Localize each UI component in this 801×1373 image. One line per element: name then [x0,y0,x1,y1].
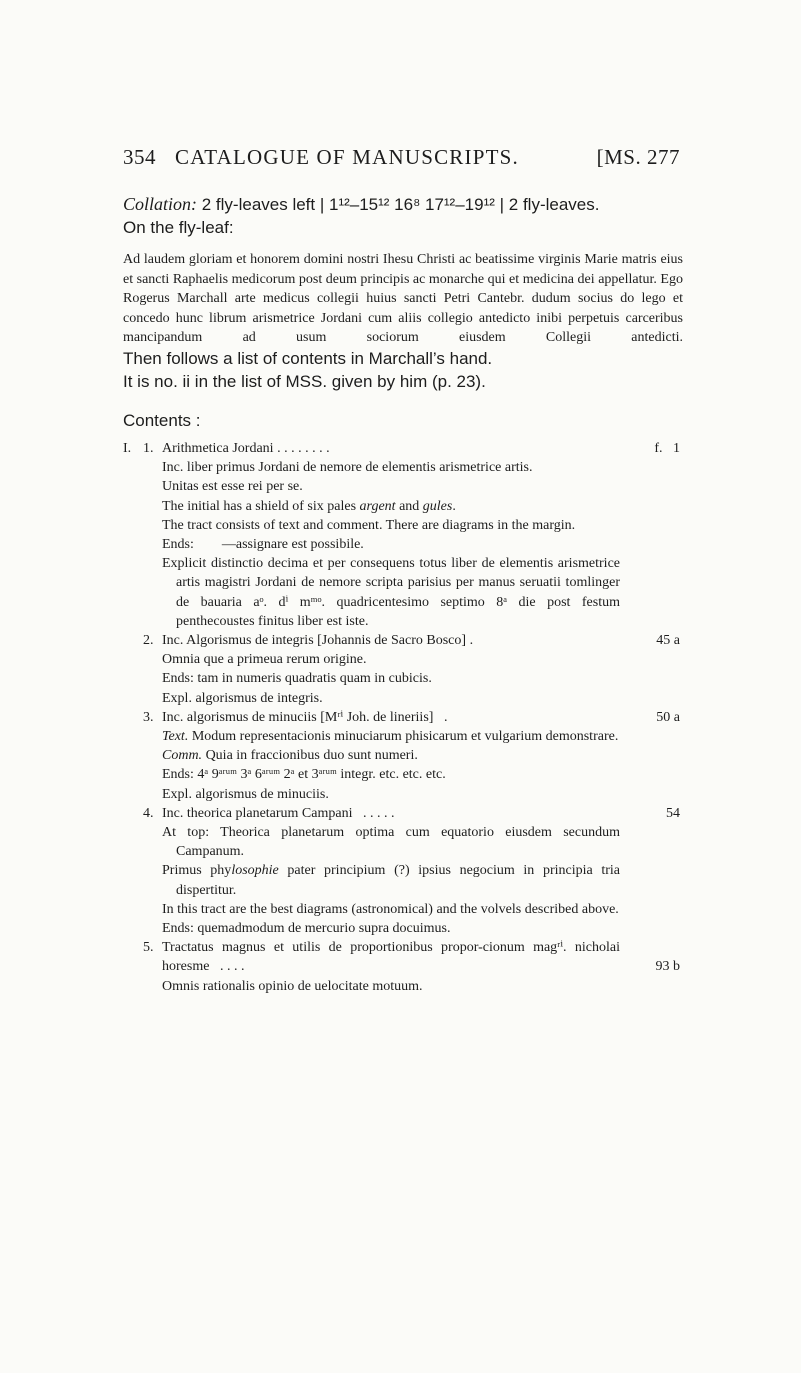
item-line: The initial has a shield of six pales argent and gules. [162,498,456,514]
contents-list [123,439,680,996]
item-number: 1. [143,441,154,456]
then-follows-note [123,347,683,393]
item-number: 3. [143,709,154,725]
item-line: Ends: —assignare est possibile. [162,537,364,553]
contents-item-3 [123,708,680,804]
dot-leader: . [466,633,474,649]
item-line: Expl. algorismus de integris. [162,690,323,706]
running-header [123,145,680,173]
item-line: Ends: 4ᵃ 9ᵃʳᵘᵐ 3ᵃ 6ᵃʳᵘᵐ 2ᵃ et 3ᵃʳᵘᵐ integr. etc. etc. etc. [162,767,446,783]
dot-leader: . . . . [209,959,245,975]
folio-reference: 54 [666,805,680,821]
contents-roman-numeral: I. [123,441,132,456]
flyleaf-inscription: Ad laudem gloriam et honorem domini nostri Ihesu Christi ac beatissime virginis Marie matris eius et sancti Raphaelis medicorum post deum principis ac monarche qui et medicina dei appellatur. Ego Rogerus Marchall arte medicus collegii huius sancti Petri Cantebr. dudum socius do lego et concedo hunc librum arismetrice Jordani cum aliis collegio antedicto inibi perpetuis carceribus mancipandum ad usum sociorum eiusdem Collegii antedicti. [123,252,683,346]
folio-reference: 93 b [655,959,680,975]
collation [123,193,683,239]
then-follows-line-2: It is no. ii in the list of MSS. given by him (p. 23). [123,372,486,391]
item-number: 4. [143,805,154,821]
dot-leader: . . . . . . . . [273,441,330,456]
item-line: At top: Theorica planetarum optima cum equatorio eiusdem secundum Campanum. [162,825,620,860]
contents-heading: Contents : [123,411,201,430]
item-title: Arithmetica Jordani [162,441,274,456]
item-line: Inc. liber primus Jordani de nemore de elementis arismetrice artis. [162,460,533,476]
then-follows-line-1: Then follows a list of contents in Marchall’s hand. [123,349,493,368]
item-line: Omnis rationalis opinio de uelocitate motuum. [162,978,423,994]
item-title: Inc. algorismus de minuciis [Mʳⁱ Joh. de lineriis] [162,709,434,725]
item-line: The tract consists of text and comment. There are diagrams in the margin. [162,517,576,533]
item-line: Explicit distinctio decima et per consequens totus liber de elementis arismetrice artis magistri Jordani de nemore scripta parisius per manus seruatii tomlinger de bauaria aᵒ. dⁱ mᵐᵒ. quadricentesimo septimo 8ᵃ die post festum penthecoustes finitus liber est iste. [162,556,620,629]
dot-leader: . . . . . [352,805,395,821]
item-line: Text. Modum representacionis minuciarum phisicarum et vulgarium demonstrare. [162,729,619,745]
item-line: Omnia que a primeua rerum origine. [162,652,367,668]
item-title: Inc. theorica planetarum Campani [162,805,353,821]
item-line: Comm. Quia in fraccionibus duo sunt numeri. [162,748,418,764]
item-number: 2. [143,633,154,649]
page-number: 354 [123,145,156,169]
folio-reference: 50 a [656,709,680,725]
running-title: CATALOGUE OF MANUSCRIPTS. [175,145,519,169]
folio-reference: 45 a [656,633,680,649]
item-line: Unitas est esse rei per se. [162,479,303,495]
item-line: In this tract are the best diagrams (astronomical) and the volvels described above. [162,901,619,917]
item-number: 5. [143,940,154,956]
collation-text: 2 fly-leaves left | 1¹²–15¹² 16⁸ 17¹²–19¹² | 2 fly-leaves. [201,195,600,214]
flyleaf-intro: On the fly-leaf: [123,218,234,237]
item-line: Ends: tam in numeris quadratis quam in cubicis. [162,671,432,687]
contents-item-1 [123,439,680,631]
item-line: Ends: quemadmodum de mercurio supra docuimus. [162,921,451,937]
dot-leader: . [433,709,448,725]
item-title: Tractatus magnus et utilis de proportionibus propor-cionum magʳⁱ. nicholai horesme [162,940,620,975]
folio-reference: f. 1 [654,441,680,456]
contents-item-2 [123,631,680,708]
manuscript-number: [MS. 277 [596,145,680,169]
item-title: Inc. Algorismus de integris [Johannis de Sacro Bosco] [162,633,467,649]
collation-label: Collation: [123,194,198,214]
contents-item-5 [123,938,680,996]
item-line: Primus phylosophie pater principium (?) ipsius negocium in principia tria dispertitur. [162,863,620,898]
item-line: Expl. algorismus de minuciis. [162,786,329,802]
contents-item-4 [123,804,680,938]
